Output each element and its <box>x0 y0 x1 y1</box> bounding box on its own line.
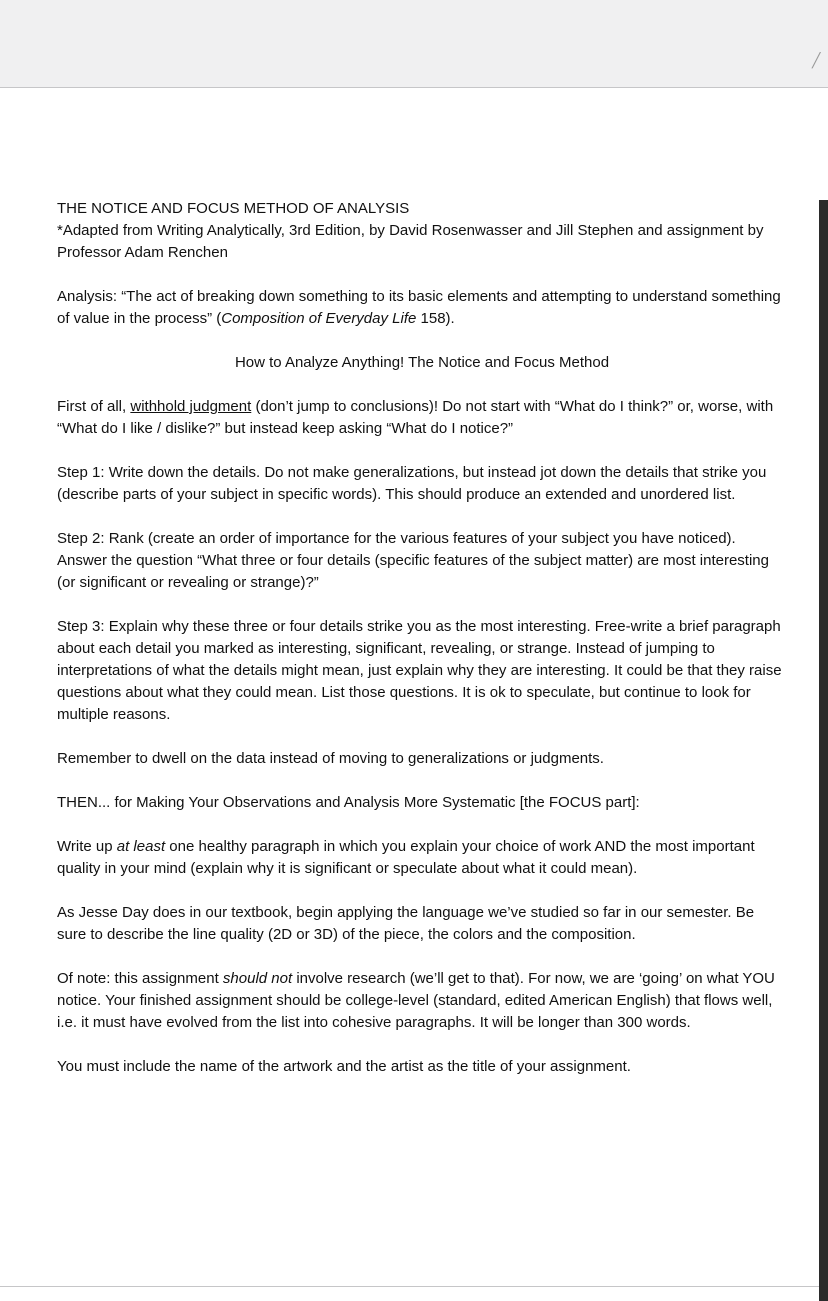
corner-fold-icon: ╱ <box>812 52 821 68</box>
intro-paragraph <box>57 396 787 440</box>
jesse-paragraph: As Jesse Day does in our textbook, begin applying the language we’ve studied so far in our semester. Be sure to describe the line quality (2D or 3D) of the piece, the colors and the composition. <box>57 904 755 943</box>
ofnote-italic: should not <box>222 970 293 987</box>
intro-text-start: First of all, <box>57 398 131 415</box>
writeup-text-end: one healthy paragraph in which you explain your choice of work AND the most important quality in your mind (explain why it is significant or speculate about what it could mean). <box>57 838 755 877</box>
analysis-book-title: Composition of Everyday Life <box>221 310 417 327</box>
document-title: THE NOTICE AND FOCUS METHOD OF ANALYSIS <box>57 200 410 217</box>
intro-underlined: withhold judgment <box>130 398 252 415</box>
step-3: Step 3: Explain why these three or four details strike you as the most interesting. Free-write a brief paragraph about each detail you marked as interesting, significant, revealing, or strange. Instead of jumping to interpretations of what the details might mean, just explain why they are interesting. It could be that they raise questions about what they could mean. List those questions. It is ok to speculate, but continue to look for multiple reasons. <box>57 618 782 723</box>
of-note-paragraph <box>57 968 787 1034</box>
final-paragraph: You must include the name of the artwork and the artist as the title of your assignment. <box>57 1058 631 1075</box>
step-1: Step 1: Write down the details. Do not make generalizations, but instead jot down the details that strike you (describe parts of your subject in specific words). This should produce an extended and unordered list. <box>57 464 767 503</box>
step-2: Step 2: Rank (create an order of importance for the various features of your subject you have noticed). Answer the question “What three or four details (specific features of the subject matter) are most interesting (or significant or revealing or strange)?” <box>57 530 769 591</box>
window-edge <box>819 200 828 1301</box>
intro-text-end: (don’t jump to conclusions)! Do not start with “What do I think?” or, worse, with “What do I like / dislike?” but instead keep asking “What do I notice?” <box>57 398 774 437</box>
writeup-italic: at least <box>116 838 166 855</box>
viewer-top-bar <box>0 0 828 88</box>
document-subtitle: How to Analyze Anything! The Notice and Focus Method <box>234 354 610 371</box>
ofnote-text-end: involve research (we’ll get to that). For now, we are ‘going’ on what YOU notice. Your finished assignment should be college-level (standard, edited American English) that flows well, i.e. it must have evolved from the list into cohesive paragraphs. It will be longer than 300 words. <box>57 970 775 1031</box>
remember-paragraph: Remember to dwell on the data instead of moving to generalizations or judgments. <box>57 750 604 767</box>
document-credit: *Adapted from Writing Analytically, 3rd Edition, by David Rosenwasser and Jill Stephen and assignment by Professor Adam Renchen <box>57 222 764 261</box>
analysis-definition <box>57 286 787 330</box>
analysis-page: 158). <box>416 310 455 327</box>
writeup-paragraph <box>57 836 787 880</box>
focus-heading: THEN... for Making Your Observations and Analysis More Systematic [the FOCUS part]: <box>57 794 640 811</box>
analysis-text: Analysis: “The act of breaking down something to its basic elements and attempting to understand something of value in the process” ( <box>57 288 781 327</box>
page-divider <box>0 1286 819 1287</box>
ofnote-text-start: Of note: this assignment <box>57 970 223 987</box>
writeup-text-start: Write up <box>57 838 117 855</box>
document-page <box>57 198 787 1100</box>
